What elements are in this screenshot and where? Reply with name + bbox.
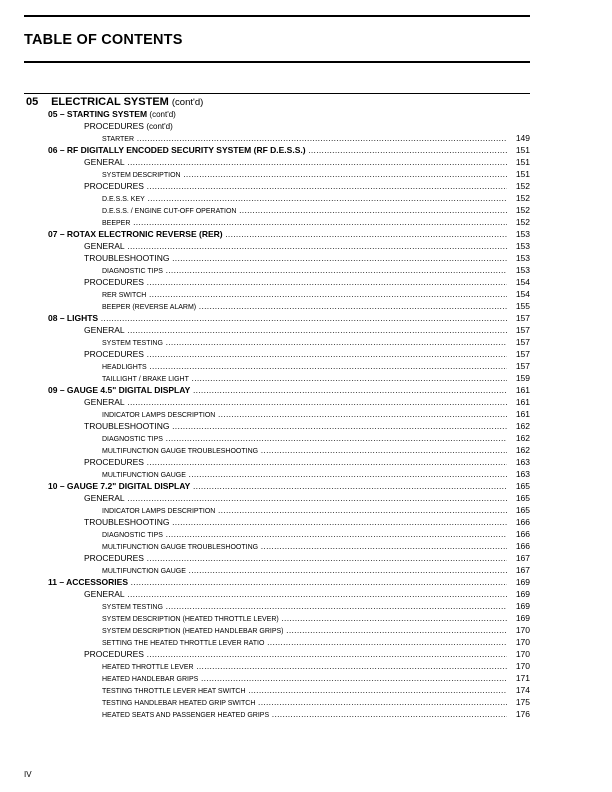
toc-entry[interactable]: [0, 432, 612, 444]
toc-entry-label: [84, 276, 507, 288]
toc-entry[interactable]: [0, 540, 612, 552]
toc-entry-text: TROUBLESHOOTING: [84, 421, 170, 431]
toc-entry-text: INDICATOR LAMPS DESCRIPTION: [102, 508, 216, 515]
toc-entry-page: 169: [515, 589, 530, 599]
toc-entry-text: GENERAL: [84, 493, 125, 503]
toc-entry-text: HEATED THROTTLE LEVER: [102, 664, 194, 671]
toc-entry[interactable]: [0, 672, 612, 684]
toc-entry[interactable]: [0, 204, 612, 216]
toc-entry[interactable]: [0, 312, 612, 324]
toc-entry[interactable]: [0, 396, 612, 408]
toc-entry[interactable]: [0, 420, 612, 432]
toc-entry-page: 165: [515, 505, 530, 515]
toc-entry[interactable]: [0, 240, 612, 252]
toc-entry[interactable]: [0, 120, 612, 132]
section-heading: [26, 96, 203, 108]
toc-entry-label: [102, 708, 507, 722]
toc-entry-page: 161: [515, 385, 530, 395]
toc-entry-text: GENERAL: [84, 589, 125, 599]
toc-entry-page: 166: [515, 529, 530, 539]
toc-entry-page: 152: [515, 217, 530, 227]
toc-entry-label: [84, 252, 507, 264]
toc-entry[interactable]: [0, 612, 612, 624]
toc-entry-page: 169: [515, 601, 530, 611]
toc-entry[interactable]: [0, 444, 612, 456]
toc-entry[interactable]: [0, 600, 612, 612]
toc-entry[interactable]: [0, 180, 612, 192]
toc-entries: [0, 108, 612, 720]
top-rule: [24, 15, 530, 17]
toc-entry[interactable]: [0, 264, 612, 276]
toc-entry-text: PROCEDURES: [84, 649, 144, 659]
toc-entry[interactable]: [0, 696, 612, 708]
toc-entry[interactable]: [0, 684, 612, 696]
toc-entry[interactable]: [0, 504, 612, 516]
toc-entry-page: 154: [515, 277, 530, 287]
toc-entry[interactable]: [0, 216, 612, 228]
toc-entry-page: 170: [515, 637, 530, 647]
toc-entry-label: [84, 588, 507, 600]
toc-entry-text: SYSTEM DESCRIPTION (HEATED THROTTLE LEVER): [102, 616, 279, 623]
toc-entry-page: 154: [515, 289, 530, 299]
toc-entry-cont: (cont'd): [149, 110, 176, 119]
toc-entry-page: 159: [515, 373, 530, 383]
toc-entry-label: [48, 576, 507, 588]
toc-entry-text: INDICATOR LAMPS DESCRIPTION: [102, 412, 216, 419]
toc-entry-text: SYSTEM TESTING: [102, 340, 163, 347]
toc-entry-page: 167: [515, 553, 530, 563]
toc-entry[interactable]: [0, 492, 612, 504]
page-title: TABLE OF CONTENTS: [24, 32, 183, 48]
toc-entry[interactable]: [0, 372, 612, 384]
toc-entry[interactable]: [0, 564, 612, 576]
toc-entry-page: 162: [515, 433, 530, 443]
toc-entry-text: HEADLIGHTS: [102, 364, 147, 371]
toc-entry-page: 151: [515, 169, 530, 179]
toc-entry[interactable]: [0, 132, 612, 144]
toc-entry-text: BEEPER (REVERSE ALARM): [102, 304, 197, 311]
toc-entry-page: 170: [515, 661, 530, 671]
toc-entry-text: GENERAL: [84, 157, 125, 167]
toc-entry-text: 09 – GAUGE 4.5" DIGITAL DISPLAY: [48, 385, 191, 395]
toc-entry-page: 169: [515, 577, 530, 587]
toc-entry-page: 169: [515, 613, 530, 623]
toc-entry[interactable]: [0, 228, 612, 240]
toc-entry-page: 149: [515, 133, 530, 143]
toc-entry-page: 157: [515, 325, 530, 335]
toc-entry[interactable]: [0, 588, 612, 600]
toc-entry-text: MULTIFUNCTION GAUGE TROUBLESHOOTING: [102, 544, 259, 551]
toc-entry-page: 166: [515, 541, 530, 551]
toc-entry-label: [84, 324, 507, 336]
toc-entry-text: GENERAL: [84, 241, 125, 251]
toc-entry-page: 175: [515, 697, 530, 707]
toc-entry-label: [84, 156, 507, 168]
toc-entry[interactable]: [0, 336, 612, 348]
toc-entry-label: [48, 228, 507, 240]
toc-entry-page: 157: [515, 337, 530, 347]
toc-entry[interactable]: [0, 576, 612, 588]
toc-entry[interactable]: [0, 360, 612, 372]
toc-entry-text: HEATED SEATS AND PASSENGER HEATED GRIPS: [102, 712, 270, 719]
toc-entry-page: 162: [515, 445, 530, 455]
toc-entry-page: 165: [515, 481, 530, 491]
toc-entry[interactable]: [0, 168, 612, 180]
toc-entry-label: [84, 396, 507, 408]
toc-entry-label: [48, 480, 507, 492]
toc-entry-text: PROCEDURES: [84, 181, 144, 191]
toc-entry-page: 152: [515, 205, 530, 215]
toc-entry-text: STARTER: [102, 136, 135, 143]
toc-entry[interactable]: [0, 276, 612, 288]
toc-entry[interactable]: [0, 288, 612, 300]
toc-entry-page: 170: [515, 649, 530, 659]
toc-entry[interactable]: [0, 144, 612, 156]
toc-entry-page: 153: [515, 253, 530, 263]
toc-entry-text: GENERAL: [84, 325, 125, 335]
toc-entry[interactable]: [0, 552, 612, 564]
toc-entry-text: D.E.S.S. KEY: [102, 196, 145, 203]
title-rule: [24, 61, 530, 63]
toc-entry-text: SYSTEM DESCRIPTION (HEATED HANDLEBAR GRIPS): [102, 628, 284, 635]
toc-entry-text: 07 – ROTAX ELECTRONIC REVERSE (RER): [48, 229, 223, 239]
section-cont: (cont'd): [171, 97, 204, 108]
toc-entry-text: SYSTEM DESCRIPTION: [102, 172, 181, 179]
toc-entry-page: 163: [515, 469, 530, 479]
toc-entry-text: RER SWITCH: [102, 292, 147, 299]
toc-entry-text: D.E.S.S. / ENGINE CUT-OFF OPERATION: [102, 208, 237, 215]
toc-entry[interactable]: [0, 456, 612, 468]
toc-entry-text: TROUBLESHOOTING: [84, 253, 170, 263]
toc-entry[interactable]: [0, 408, 612, 420]
toc-entry[interactable]: [0, 516, 612, 528]
toc-entry-page: 153: [515, 265, 530, 275]
toc-entry-cont: (cont'd): [146, 122, 173, 131]
toc-entry-page: 153: [515, 241, 530, 251]
toc-entry-text: TESTING HANDLEBAR HEATED GRIP SWITCH: [102, 700, 256, 707]
toc-entry-page: 171: [515, 673, 530, 683]
toc-entry-text: 11 – ACCESSORIES: [48, 577, 128, 587]
toc-entry-page: 165: [515, 493, 530, 503]
toc-entry[interactable]: [0, 108, 612, 120]
toc-entry-text: PROCEDURES: [84, 457, 144, 467]
toc-entry-label: [84, 240, 507, 252]
toc-entry-text: PROCEDURES: [84, 349, 144, 359]
toc-entry-text: SETTING THE HEATED THROTTLE LEVER RATIO: [102, 640, 265, 647]
page-number: IV: [24, 770, 32, 779]
toc-entry-page: 152: [515, 193, 530, 203]
toc-entry-text: MULTIFUNCTION GAUGE TROUBLESHOOTING: [102, 448, 259, 455]
toc-entry-label: [48, 312, 507, 324]
toc-entry-page: 167: [515, 565, 530, 575]
section-title: ELECTRICAL SYSTEM: [51, 96, 169, 108]
toc-entry[interactable]: [0, 252, 612, 264]
toc-entry-text: 10 – GAUGE 7.2" DIGITAL DISPLAY: [48, 481, 191, 491]
toc-entry-text: 05 – STARTING SYSTEM: [48, 109, 148, 119]
toc-entry-page: 161: [515, 409, 530, 419]
toc-entry-page: 174: [515, 685, 530, 695]
toc-entry-page: 176: [515, 709, 530, 719]
toc-entry-page: 162: [515, 421, 530, 431]
toc-entry-page: 161: [515, 397, 530, 407]
toc-entry-page: 153: [515, 229, 530, 239]
toc-entry-text: DIAGNOSTIC TIPS: [102, 436, 163, 443]
toc-entry-text: SYSTEM TESTING: [102, 604, 163, 611]
toc-entry-text: TROUBLESHOOTING: [84, 517, 170, 527]
toc-entry-text: HEATED HANDLEBAR GRIPS: [102, 676, 199, 683]
toc-entry-page: 166: [515, 517, 530, 527]
toc-entry-page: 170: [515, 625, 530, 635]
toc-entry[interactable]: [0, 624, 612, 636]
toc-entry[interactable]: [0, 528, 612, 540]
toc-entry-text: GENERAL: [84, 397, 125, 407]
toc-entry-label: [84, 456, 507, 468]
toc-entry[interactable]: [0, 648, 612, 660]
section-number: 05: [26, 96, 39, 108]
toc-entry-label: [84, 552, 507, 564]
toc-entry[interactable]: [0, 348, 612, 360]
toc-entry-text: DIAGNOSTIC TIPS: [102, 268, 163, 275]
toc-entry-text: PROCEDURES: [84, 121, 144, 131]
toc-entry-text: 06 – RF DIGITALLY ENCODED SECURITY SYSTEM (RF D.E.S.S.): [48, 145, 306, 155]
toc-entry-label: [84, 420, 507, 432]
toc-entry-page: 151: [515, 157, 530, 167]
toc-entry-text: 08 – LIGHTS: [48, 313, 99, 323]
toc-entry[interactable]: [0, 468, 612, 480]
toc-entry-page: 152: [515, 181, 530, 191]
toc-entry[interactable]: [0, 708, 612, 720]
toc-entry-text: PROCEDURES: [84, 553, 144, 563]
toc-entry-label: [48, 144, 507, 156]
toc-entry[interactable]: [0, 480, 612, 492]
toc-entry[interactable]: [0, 192, 612, 204]
toc-entry-text: PROCEDURES: [84, 277, 144, 287]
section-rule: [24, 93, 530, 94]
toc-entry-text: MULTIFUNCTION GAUGE: [102, 472, 186, 479]
toc-entry-label: [48, 384, 507, 396]
toc-entry-page: 155: [515, 301, 530, 311]
toc-entry[interactable]: [0, 384, 612, 396]
toc-entry-page: 157: [515, 313, 530, 323]
toc-entry-label: [84, 180, 507, 192]
toc-entry-text: MULTIFUNCTION GAUGE: [102, 568, 186, 575]
toc-entry[interactable]: [0, 324, 612, 336]
toc-entry-text: DIAGNOSTIC TIPS: [102, 532, 163, 539]
toc-entry-text: TESTING THROTTLE LEVER HEAT SWITCH: [102, 688, 246, 695]
toc-entry-label: [84, 492, 507, 504]
toc-entry-page: 157: [515, 349, 530, 359]
toc-entry-label: [84, 348, 507, 360]
toc-entry-page: 157: [515, 361, 530, 371]
toc-entry-page: 151: [515, 145, 530, 155]
toc-entry[interactable]: [0, 300, 612, 312]
toc-entry[interactable]: [0, 636, 612, 648]
toc-entry[interactable]: [0, 156, 612, 168]
toc-entry-text: BEEPER: [102, 220, 131, 227]
toc-entry-label: [84, 516, 507, 528]
toc-entry-text: TAILLIGHT / BRAKE LIGHT: [102, 376, 189, 383]
toc-entry[interactable]: [0, 660, 612, 672]
toc-entry-page: 163: [515, 457, 530, 467]
toc-entry-label: [84, 648, 507, 660]
